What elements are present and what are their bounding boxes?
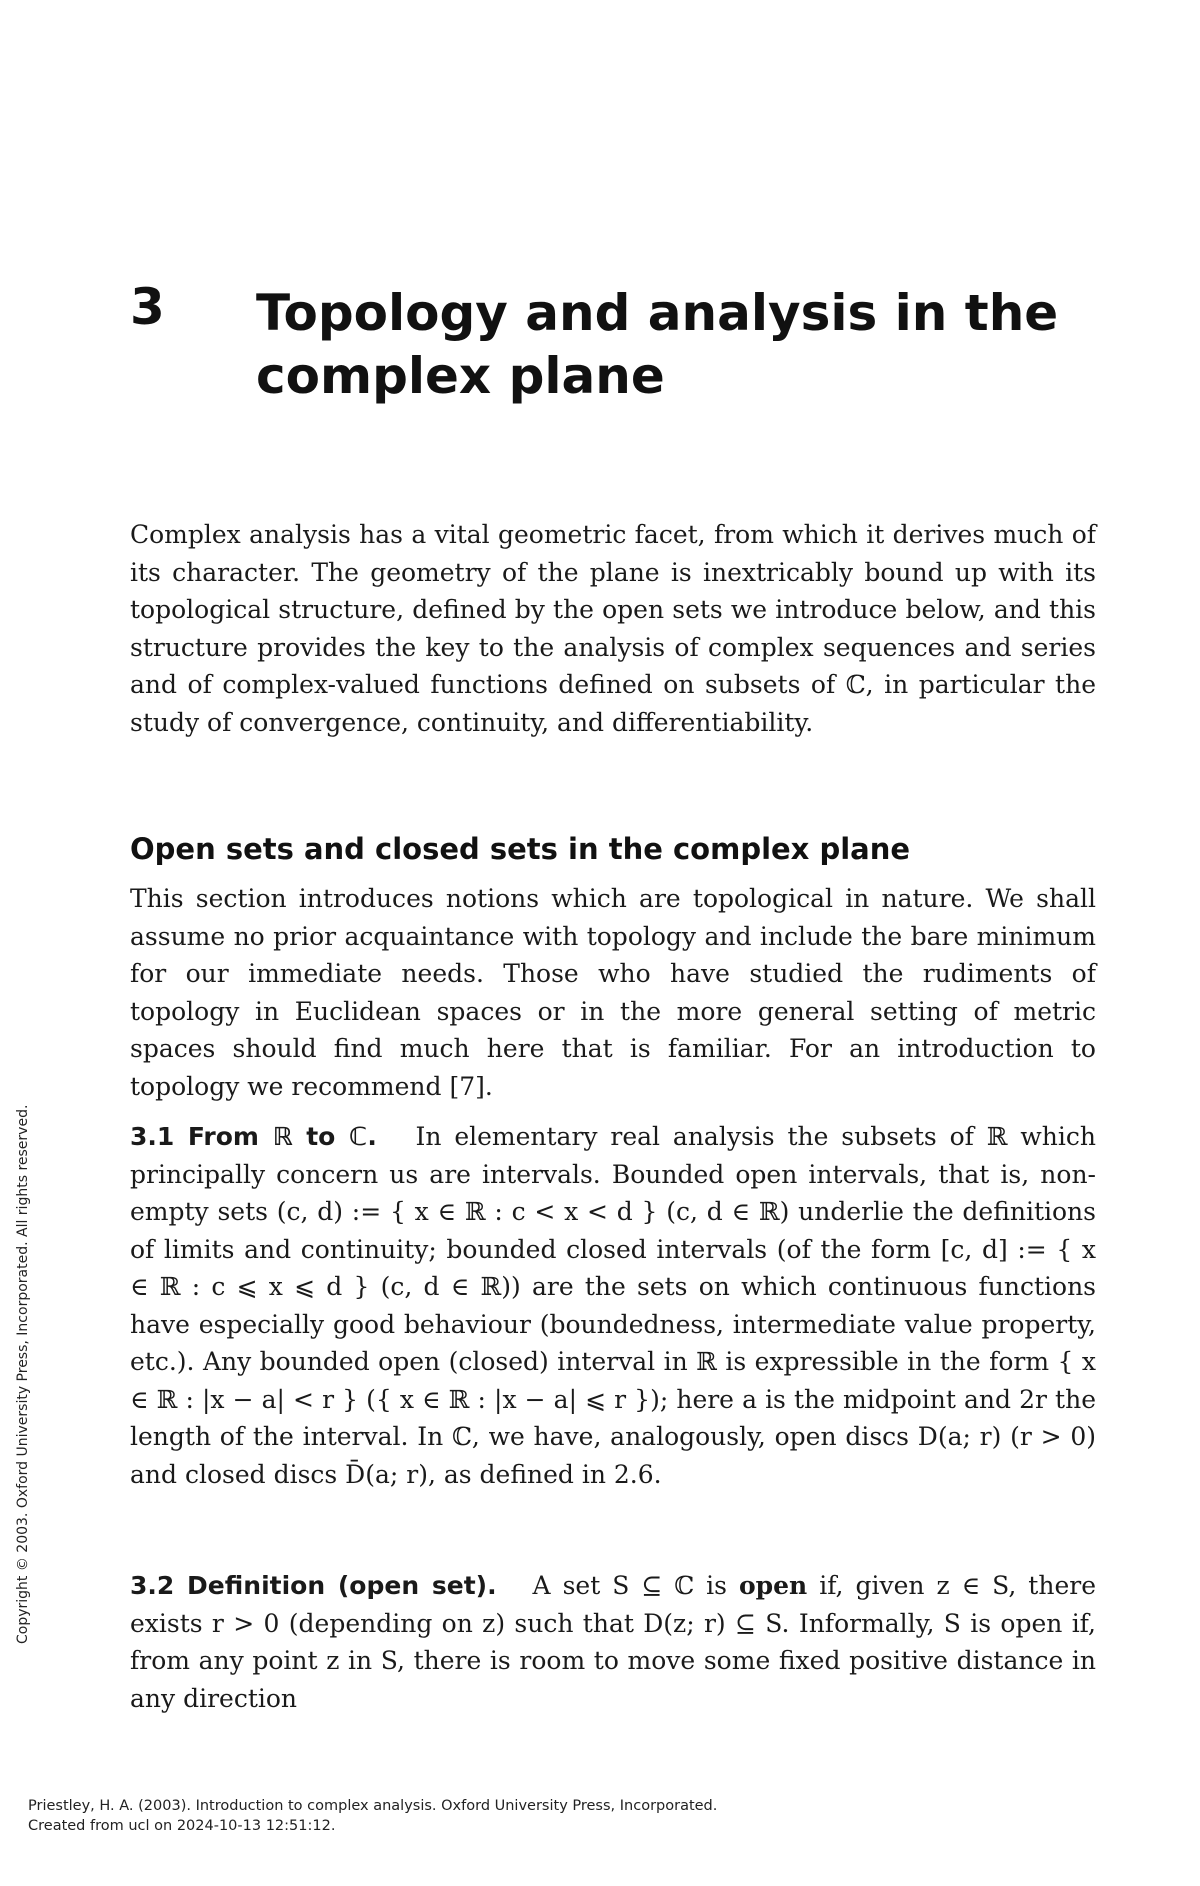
side-copyright: Copyright © 2003. Oxford University Press, Incorporated. All rights reserved. bbox=[15, 1104, 31, 1644]
item-3-1-text: In elementary real analysis the subsets of ℝ which principally concern us are intervals. Bounded open intervals, that is, non-empty sets (c, d) := { x ∈ ℝ : c < x < d } (c, d ∈ ℝ) underlie the definitions of limits and continuity; bounded closed intervals (of the form [c, d] := { x ∈ ℝ : c ⩽ x ⩽ d } (c, d ∈ ℝ)) are the sets on which continuous functions have especially good behaviour (boundedness, intermediate value property, etc.). Any bounded open (closed) interval in ℝ is expressible in the form { x ∈ ℝ : |x − a| < r } ({ x ∈ ℝ : |x − a| ⩽ r }); here a is the midpoint and 2r the length of the interval. In ℂ, we have, analogously, open discs D(a; r) (r > 0) and closed discs D̄(a; r), as defined in 2.6. bbox=[130, 1122, 1097, 1489]
item-3-2-term: open bbox=[738, 1571, 808, 1600]
footer-citation: Priestley, H. A. (2003). Introduction to complex analysis. Oxford University Press, Incorporated. bbox=[28, 1798, 718, 1814]
section-paragraph: This section introduces notions which are topological in nature. We shall assume no prior acquaintance with topology and include the bare minimum for our immediate needs. Those who have studied the rudiments of topology in Euclidean spaces or in the more general setting of metric spaces should find much here that is familiar. For an introduction to topology we recommend [7]. bbox=[130, 884, 1096, 1101]
item-3-1 bbox=[130, 1118, 1096, 1493]
item-3-2 bbox=[130, 1567, 1096, 1717]
item-3-2-text-after: if, given z ∈ S, there exists r > 0 (depending on z) such that D(z; r) ⊆ S. Informally, S is open if, from any point z in S, there is room to move some fixed positive distance in any direction bbox=[130, 1571, 1096, 1713]
item-3-2-text-before: A set S ⊆ ℂ is bbox=[532, 1571, 739, 1600]
item-3-2-label: 3.2 Definition (open set). bbox=[130, 1571, 497, 1600]
footer bbox=[28, 1796, 717, 1836]
intro-paragraph: Complex analysis has a vital geometric facet, from which it derives much of its character. The geometry of the plane is inextricably bound up with its topological structure, defined by the open sets we introduce below, and this structure provides the key to the analysis of complex sequences and series and of complex-valued functions defined on subsets of ℂ, in particular the study of convergence, continuity, and differentiability. bbox=[130, 520, 1096, 737]
section-heading: Open sets and closed sets in the complex plane bbox=[130, 832, 911, 866]
chapter-title: Topology and analysis in the complex plane bbox=[256, 284, 1059, 405]
chapter-number: 3 bbox=[130, 278, 165, 336]
item-3-1-label: 3.1 From ℝ to ℂ. bbox=[130, 1122, 377, 1151]
footer-created: Created from ucl on 2024-10-13 12:51:12. bbox=[28, 1818, 336, 1834]
